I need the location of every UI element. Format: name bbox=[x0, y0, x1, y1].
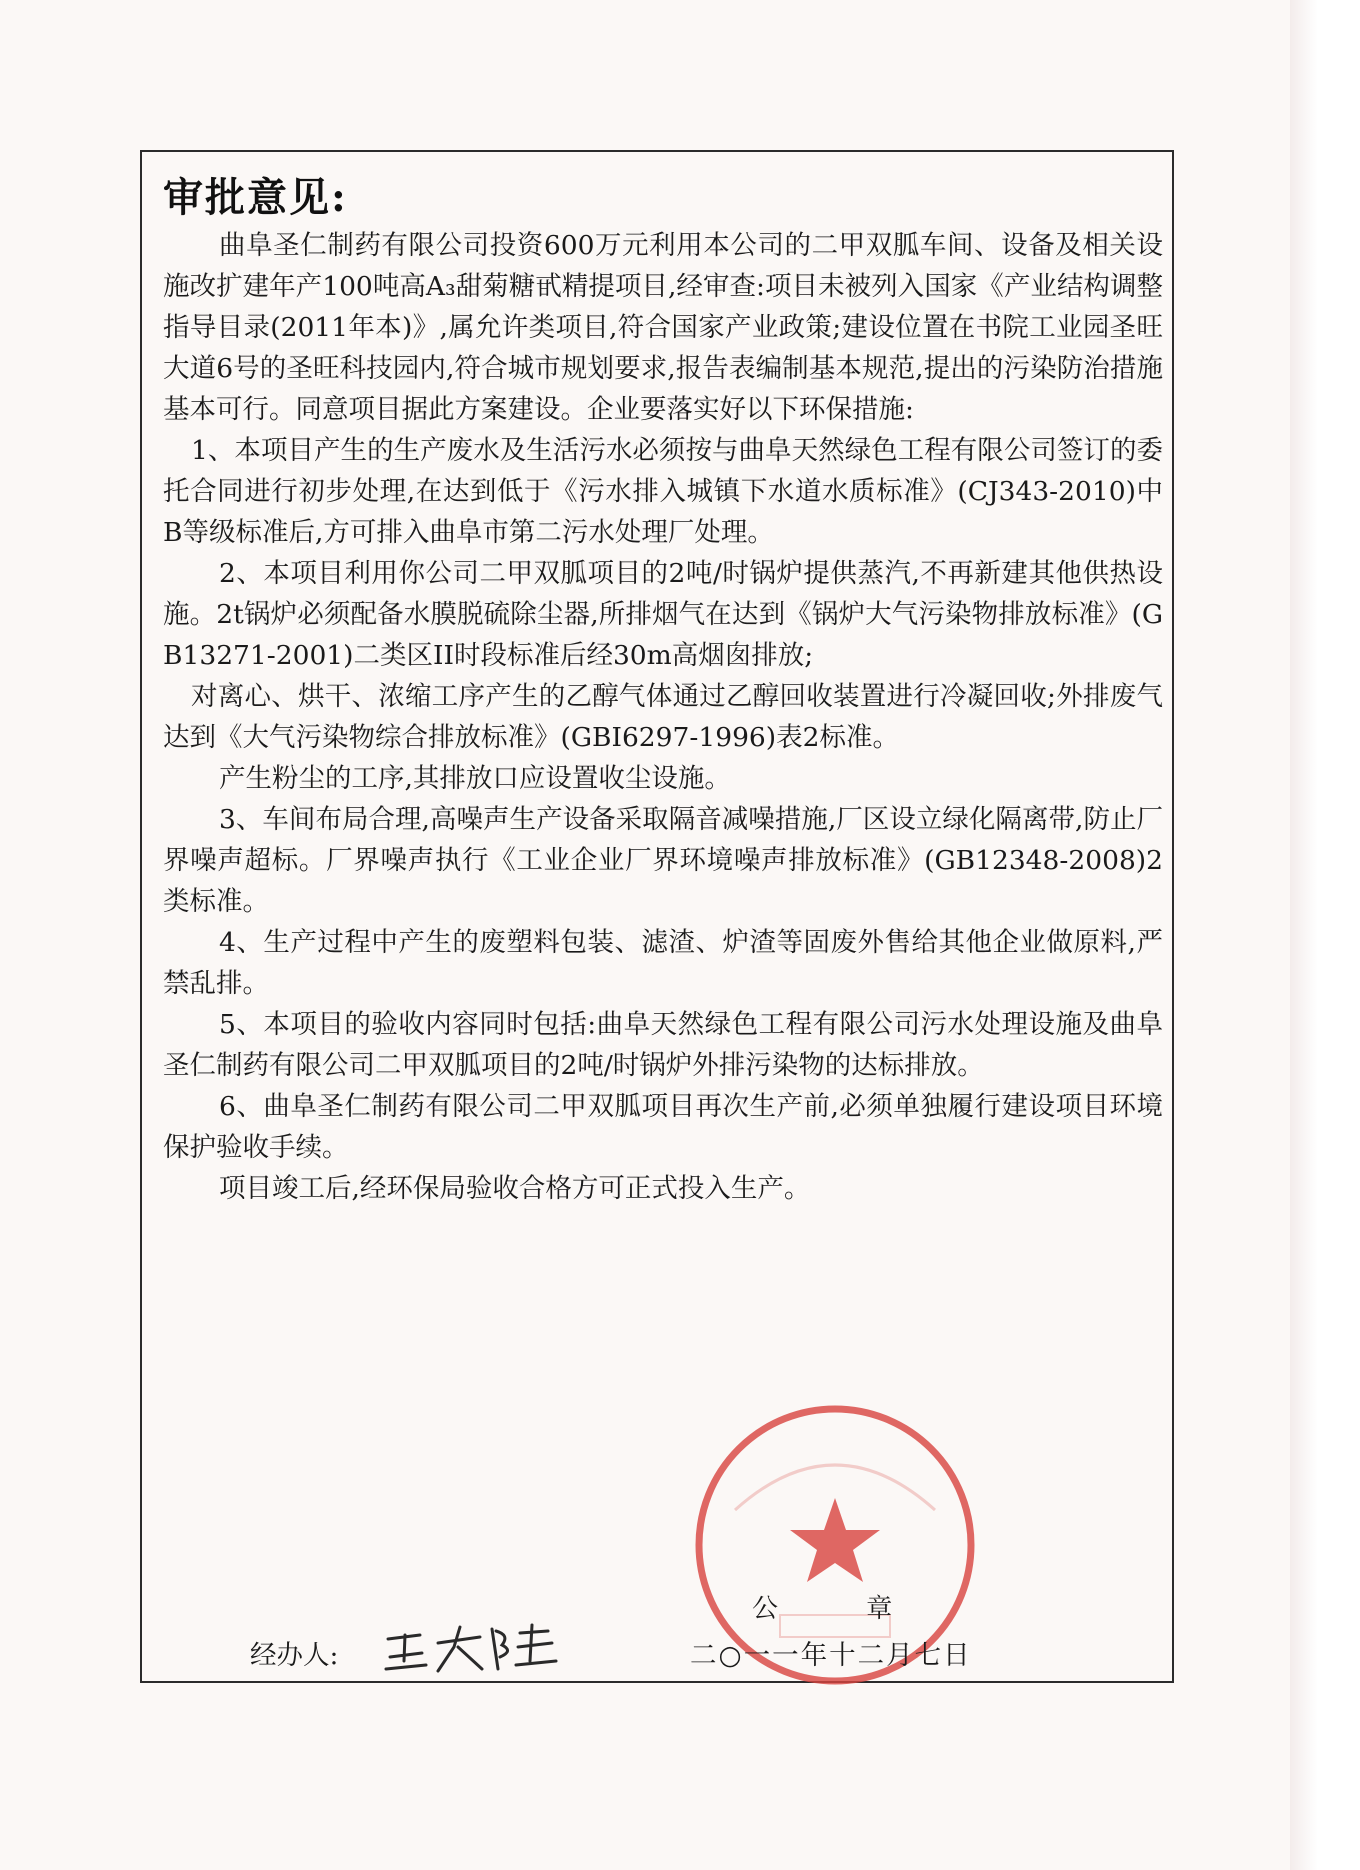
approval-body bbox=[163, 225, 1163, 1209]
paragraph-item-3: 3、车间布局合理,高噪声生产设备采取隔音减噪措施,厂区设立绿化隔离带,防止厂界噪声超标。厂界噪声执行《工业企业厂界环境噪声排放标准》(GB12348-2008)2类标准。 bbox=[163, 804, 1163, 917]
seal-label: 公 章 bbox=[752, 1594, 933, 1624]
page-edge bbox=[1290, 0, 1360, 1870]
approval-date: 二○一一年十二月七日 bbox=[690, 1640, 972, 1671]
seal-star-icon bbox=[790, 1498, 880, 1582]
paragraph-item-6: 6、曲阜圣仁制药有限公司二甲双胍项目再次生产前,必须单独履行建设项目环境保护验收手续。 bbox=[163, 1091, 1163, 1163]
paragraph-item-5: 5、本项目的验收内容同时包括:曲阜天然绿色工程有限公司污水处理设施及曲阜圣仁制药有限公司二甲双胍项目的2吨/时锅炉外排污染物的达标排放。 bbox=[163, 1009, 1163, 1081]
paragraph-item-2-exhaust: 对离心、烘干、浓缩工序产生的乙醇气体通过乙醇回收装置进行冷凝回收;外排废气达到《大气污染物综合排放标准》(GBI6297-1996)表2标准。 bbox=[163, 681, 1163, 753]
handwritten-signature bbox=[380, 1617, 580, 1677]
paragraph-closing: 项目竣工后,经环保局验收合格方可正式投入生产。 bbox=[219, 1173, 811, 1204]
signature-row bbox=[250, 1625, 1010, 1685]
handler-label: 经办人: bbox=[250, 1640, 339, 1671]
paragraph-intro: 曲阜圣仁制药有限公司投资600万元利用本公司的二甲双胍车间、设备及相关设施改扩建年产100吨高A₃甜菊糖甙精提项目,经审查:项目未被列入国家《产业结构调整指导目录(2011年本)》,属允许类项目,符合国家产业政策;建设位置在书院工业园圣旺大道6号的圣旺科技园内,符合城市规划要求,报告表编制基本规范,提出的污染防治措施基本可行。同意项目据此方案建设。企业要落实好以下环保措施: bbox=[163, 230, 1163, 425]
page-title: 审批意见: bbox=[163, 174, 348, 221]
paragraph-item-2-dust: 产生粉尘的工序,其排放口应设置收尘设施。 bbox=[219, 763, 731, 794]
paragraph-item-4: 4、生产过程中产生的废塑料包装、滤渣、炉渣等固废外售给其他企业做原料,严禁乱排。 bbox=[163, 927, 1163, 999]
paragraph-item-1: 1、本项目产生的生产废水及生活污水必须按与曲阜天然绿色工程有限公司签订的委托合同进行初步处理,在达到低于《污水排入城镇下水道水质标准》(CJ343-2010)中B等级标准后,方可排入曲阜市第二污水处理厂处理。 bbox=[163, 435, 1163, 548]
paragraph-item-2: 2、本项目利用你公司二甲双胍项目的2吨/时锅炉提供蒸汽,不再新建其他供热设施。2t锅炉必须配备水膜脱硫除尘器,所排烟气在达到《锅炉大气污染物排放标准》(GB13271-2001)二类区II时段标准后经30m高烟囱排放; bbox=[163, 558, 1163, 671]
